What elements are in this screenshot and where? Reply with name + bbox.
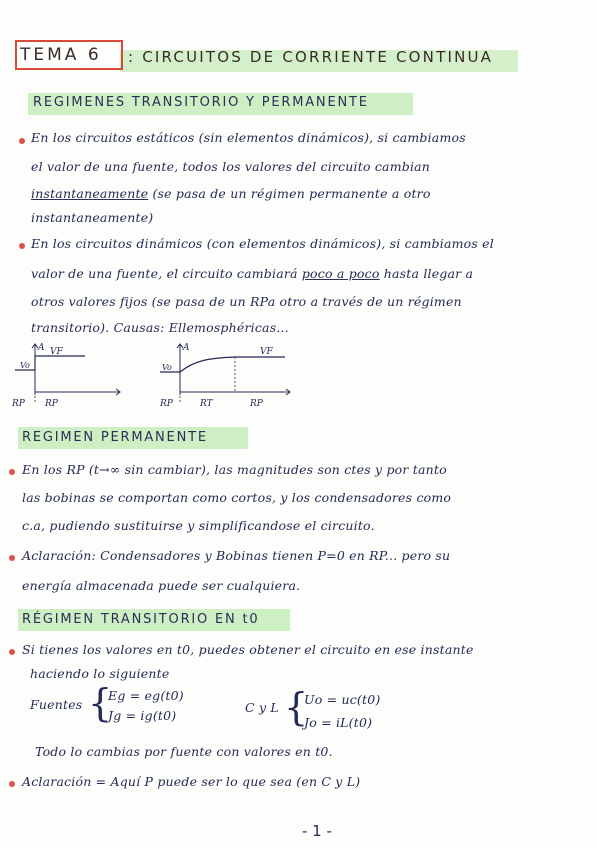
graph-rp-right: RP: [45, 399, 58, 409]
graph-axis-label: A: [38, 343, 45, 353]
title-text: : CIRCUITOS DE CORRIENTE CONTINUA: [128, 48, 494, 66]
bullet: [9, 555, 15, 561]
p4-line-2: energía almacenada puede ser cualquiera.: [22, 578, 301, 593]
fuentes-label: Fuentes: [30, 697, 83, 712]
graph-vf-label: VF: [260, 347, 273, 357]
p2-underlined: poco a poco: [301, 266, 380, 281]
graph-axis-label: A: [183, 343, 190, 353]
p3-line-2: las bobinas se comportan como cortos, y los condensadores como: [22, 490, 452, 505]
brace-cyl: {: [284, 685, 309, 729]
tema-label: TEMA 6: [20, 45, 102, 65]
eq-jg: Jg = ig(t0): [108, 708, 177, 723]
graph-vf-label: VF: [50, 347, 63, 357]
eq-eg: Eg = eg(t0): [108, 688, 184, 703]
p7-line-1: Aclaración = Aquí P puede ser lo que sea (en C y L): [22, 774, 361, 789]
p2-line-3: otros valores fijos (se pasa de un RPa otro a través de un régimen: [31, 294, 462, 309]
eq-uo: Uo = uc(t0): [304, 692, 381, 707]
graph-instant-change: [10, 340, 130, 410]
graph-vo-label: Vo: [162, 363, 172, 372]
cyl-label: C y L: [245, 700, 279, 715]
p1-line-3: [31, 186, 431, 201]
graph-vo-label: Vo: [20, 361, 30, 370]
p1-line-4: instantaneamente): [31, 210, 154, 225]
transient-curve: [180, 357, 285, 372]
graph-transient-change: [155, 340, 295, 410]
p1-line-3-rest: (se pasa de un régimen permanente a otro: [148, 186, 431, 201]
p4-line-1: Aclaración: Condensadores y Bobinas tienen P=0 en RP... pero su: [22, 548, 451, 563]
eq-jo: Jo = iL(t0): [304, 715, 373, 730]
p1-line-2: el valor de una fuente, todos los valores del circuito cambian: [31, 159, 431, 174]
p2-line-1: En los circuitos dinámicos (con elementos dinámicos), si cambiamos el: [31, 236, 494, 251]
p6-line-1: Todo lo cambias por fuente con valores en t0.: [35, 744, 333, 759]
bullet: [19, 243, 25, 249]
section-heading-3: RÉGIMEN TRANSITORIO EN t0: [22, 612, 260, 627]
graph-rt-label: RT: [200, 399, 213, 409]
graph-rp-right: RP: [250, 399, 263, 409]
section-heading-2: REGIMEN PERMANENTE: [22, 430, 208, 445]
graph-rp-left: RP: [160, 399, 173, 409]
p2-line-2: [31, 266, 473, 281]
brace-fuentes: {: [88, 681, 113, 725]
bullet: [9, 781, 15, 787]
p3-line-1: En los RP (t→∞ sin cambiar), las magnitudes son ctes y por tanto: [22, 462, 447, 477]
page-number: - 1 -: [302, 822, 332, 840]
bullet: [19, 138, 25, 144]
p2-line-4: transitorio). Causas: Ellemosphéricas...: [31, 320, 289, 335]
p5-line-2: haciendo lo siguiente: [30, 666, 170, 681]
bullet: [9, 649, 15, 655]
bullet: [9, 469, 15, 475]
p2-line-2a: valor de una fuente, el circuito cambiará: [31, 266, 302, 281]
p1-underlined: instantaneamente: [31, 186, 149, 201]
graph-rp-left: RP: [12, 399, 25, 409]
p3-line-3: c.a, pudiendo sustituirse y simplificandose el circuito.: [22, 518, 375, 533]
section-heading-1: REGIMENES TRANSITORIO Y PERMANENTE: [33, 95, 369, 110]
p5-line-1: Si tienes los valores en t0, puedes obtener el circuito en ese instante: [22, 642, 474, 657]
p2-line-2c: hasta llegar a: [379, 266, 474, 281]
p1-line-1: En los circuitos estáticos (sin elementos dinámicos), si cambiamos: [31, 130, 466, 145]
